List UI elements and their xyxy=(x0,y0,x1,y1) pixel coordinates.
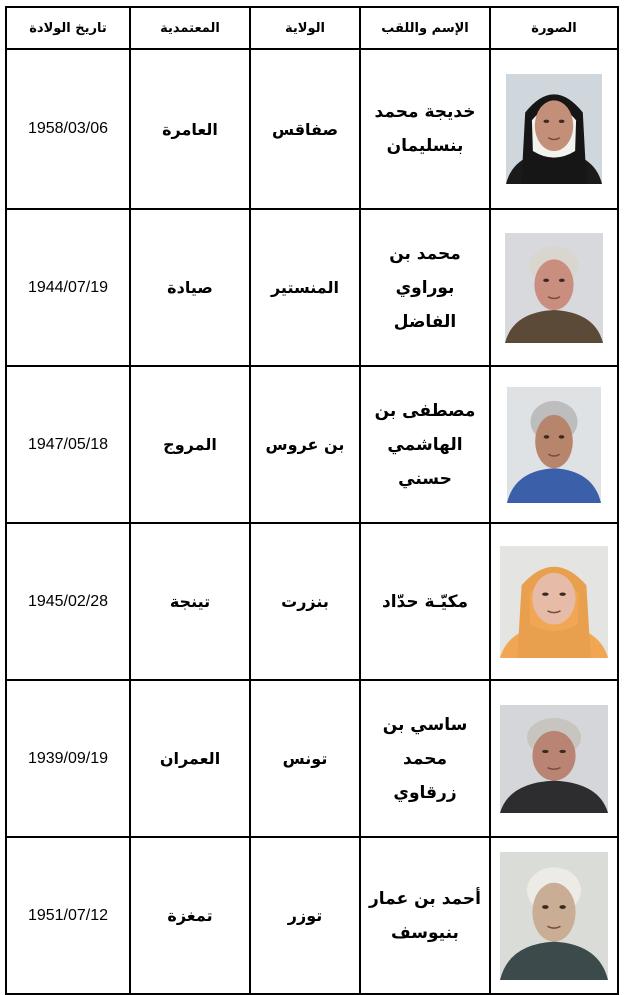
governorate-cell xyxy=(250,366,360,523)
delegation: صيادة xyxy=(167,278,213,297)
header-governorate: الولاية xyxy=(250,7,360,49)
name-cell xyxy=(360,837,490,994)
records-table xyxy=(5,6,619,995)
birth-date-cell xyxy=(6,523,130,680)
table-row xyxy=(6,366,618,523)
header-delegation: المعتمدية xyxy=(130,7,250,49)
header-birth-date: تاريخ الولادة xyxy=(6,7,130,49)
delegation-cell xyxy=(130,209,250,366)
name-cell xyxy=(360,680,490,837)
table-row xyxy=(6,523,618,680)
governorate: بنزرت xyxy=(281,592,329,611)
person-name: مكيّـة حدّاد xyxy=(381,591,468,612)
header-photo: الصورة xyxy=(490,7,618,49)
birth-date: 1958/03/06 xyxy=(27,120,109,137)
governorate: صفاقس xyxy=(271,119,339,139)
delegation: العامرة xyxy=(162,119,218,139)
photo-cell xyxy=(490,837,618,994)
portrait-photo xyxy=(491,681,617,836)
governorate: المنستير xyxy=(270,278,340,297)
records-sheet xyxy=(5,6,617,956)
header-name: الإسم واللقب xyxy=(360,7,490,49)
photo-cell xyxy=(490,680,618,837)
person-name: أحمد بن عمار بنيوسف xyxy=(369,888,481,943)
birth-date-cell xyxy=(6,49,130,209)
birth-date-cell xyxy=(6,366,130,523)
governorate-cell xyxy=(250,49,360,209)
photo-cell xyxy=(490,366,618,523)
portrait-photo xyxy=(491,50,617,208)
birth-date: 1939/09/19 xyxy=(27,749,109,767)
header-row xyxy=(6,7,618,49)
name-cell xyxy=(360,366,490,523)
delegation: تينجة xyxy=(169,592,211,611)
person-name: ساسي بن محمد زرقاوي xyxy=(382,714,468,803)
governorate: بن عروس xyxy=(265,435,345,454)
table-row xyxy=(6,209,618,366)
portrait-photo xyxy=(491,838,617,993)
delegation-cell xyxy=(130,523,250,680)
table-row xyxy=(6,680,618,837)
table-row xyxy=(6,49,618,209)
governorate-cell xyxy=(250,523,360,680)
birth-date-cell xyxy=(6,209,130,366)
birth-date: 1947/05/18 xyxy=(27,435,109,453)
governorate-cell xyxy=(250,209,360,366)
portrait-photo xyxy=(491,367,617,522)
portrait-photo xyxy=(491,524,617,679)
birth-date: 1944/07/19 xyxy=(27,278,109,296)
delegation: المروج xyxy=(163,435,217,454)
delegation-cell xyxy=(130,366,250,523)
person-name: محمد بن بوراوي الفاضل xyxy=(389,243,461,332)
name-cell xyxy=(360,209,490,366)
person-name: مصطفى بن الهاشمي حسني xyxy=(374,400,476,489)
table-row xyxy=(6,837,618,994)
delegation: تمغزة xyxy=(167,906,213,925)
name-cell xyxy=(360,523,490,680)
governorate-cell xyxy=(250,680,360,837)
delegation-cell xyxy=(130,680,250,837)
birth-date: 1945/02/28 xyxy=(27,592,109,610)
photo-cell xyxy=(490,209,618,366)
delegation-cell xyxy=(130,49,250,209)
delegation: العمران xyxy=(159,749,221,768)
governorate: توزر xyxy=(287,906,323,925)
birth-date-cell xyxy=(6,680,130,837)
delegation-cell xyxy=(130,837,250,994)
photo-cell xyxy=(490,49,618,209)
governorate: تونس xyxy=(282,749,328,768)
birth-date-cell xyxy=(6,837,130,994)
person-name: خديجة محمد بنسليمان xyxy=(374,102,476,156)
birth-date: 1951/07/12 xyxy=(27,906,109,924)
portrait-photo xyxy=(491,210,617,365)
governorate-cell xyxy=(250,837,360,994)
name-cell xyxy=(360,49,490,209)
photo-cell xyxy=(490,523,618,680)
